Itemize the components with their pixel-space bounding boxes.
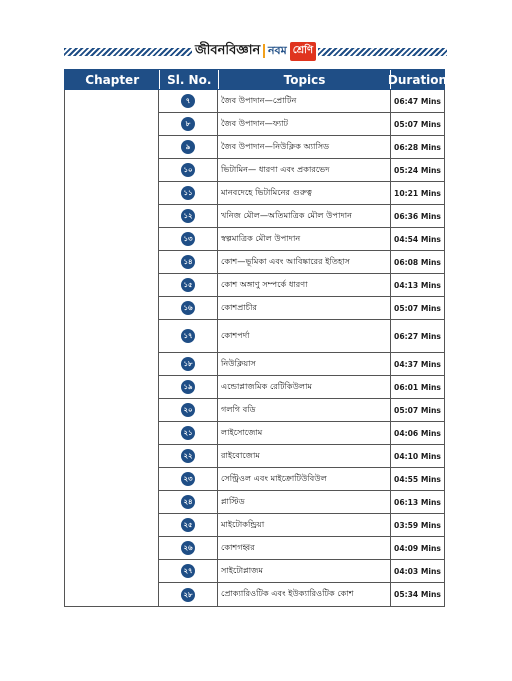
duration-cell: 04:55 Mins [394,474,441,484]
sl-no-cell [159,297,218,319]
sl-no-cell [159,376,218,398]
table-row [159,113,444,136]
table-row [159,182,444,205]
table-row [159,399,444,422]
sl-no-badge: ১১ [181,186,195,200]
duration-cell: 04:37 Mins [394,359,441,369]
sl-no-cell [159,274,218,296]
duration-cell: 05:24 Mins [394,165,441,175]
table-row [159,159,444,182]
sl-no-cell [159,136,218,158]
topic-cell: লাইসোজোম [218,422,391,444]
topic-cell: সাইটোপ্লাজম [218,560,391,582]
class-label: নবম [267,43,287,57]
sl-no-cell [159,182,218,204]
topic-cell: কোশ অঙ্গাণু সম্পর্কে ধারণা [218,274,391,296]
duration-cell: 05:07 Mins [394,119,441,129]
topic-cell: কোশ—ভূমিকা এবং আবিষ্কারের ইতিহাস [218,251,391,273]
table-row [159,228,444,251]
class-badge: শ্রেণি [290,42,316,61]
sl-no-badge: ১৬ [181,301,195,315]
duration-cell: 05:07 Mins [394,303,441,313]
duration-cell: 04:06 Mins [394,428,441,438]
sl-no-cell [159,228,218,250]
header-stripes-left [64,48,192,56]
column-header-topics: Topics [219,70,391,89]
topic-cell: কোশপ্রাচীর [218,297,391,319]
chapter-cell [65,90,159,606]
topic-cell: খনিজ মৌল—অতিমাত্রিক মৌল উপাদান [218,205,391,227]
sl-no-badge: ২১ [181,426,195,440]
sl-no-badge: ২৮ [181,588,195,602]
duration-cell: 06:13 Mins [394,497,441,507]
topic-cell: সেন্ট্রিওল এবং মাইক্রোটিউবিউল [218,468,391,490]
sl-no-cell [159,399,218,421]
sl-no-badge: ২৬ [181,541,195,555]
topic-cell: প্লাস্টিড [218,491,391,513]
duration-cell: 05:34 Mins [394,590,441,599]
sl-no-cell [159,205,218,227]
topic-cell: গলগি বডি [218,399,391,421]
topic-cell: জৈব উপাদান—প্রোটিন [218,90,391,112]
sl-no-cell [159,468,218,490]
sl-no-cell [159,353,218,375]
table-row [159,90,444,113]
sl-no-cell [159,445,218,467]
duration-cell: 04:03 Mins [394,566,441,576]
topic-cell: কোশগহ্বর [218,537,391,559]
duration-cell: 04:09 Mins [394,543,441,553]
table-body [64,90,445,607]
sl-no-cell [159,251,218,273]
sl-no-cell [159,320,218,352]
topic-cell: জৈব উপাদান—নিউক্লিক অ্যাসিড [218,136,391,158]
sl-no-badge: ১৩ [181,232,195,246]
duration-cell: 04:10 Mins [394,451,441,461]
table-row [159,205,444,228]
table-row [159,514,444,537]
topic-cell: মাইটোকন্ড্রিয়া [218,514,391,536]
table-row [159,445,444,468]
column-header-duration: Duration [387,72,448,87]
sl-no-badge: ২০ [181,403,195,417]
topic-cell: প্রোক্যারিওটিক এবং ইউক্যারিওটিক কোশ [218,583,391,606]
sl-no-badge: ৮ [181,117,195,131]
sl-no-cell [159,537,218,559]
duration-cell: 05:07 Mins [394,405,441,415]
duration-cell: 04:54 Mins [394,234,441,244]
sl-no-cell [159,491,218,513]
duration-cell: 06:36 Mins [394,211,441,221]
duration-cell: 03:59 Mins [394,520,441,530]
column-header-chapter: Chapter [65,70,160,89]
duration-cell: 06:08 Mins [394,257,441,267]
duration-cell: 10:21 Mins [394,188,441,198]
sl-no-badge: ২২ [181,449,195,463]
table-rows [159,90,444,606]
sl-no-cell [159,583,218,606]
sl-no-cell [159,560,218,582]
sl-no-badge: ২৪ [181,495,195,509]
sl-no-badge: ৭ [181,94,195,108]
sl-no-badge: ৯ [181,140,195,154]
topic-cell: মানবদেহে ভিটামিনের গুরুত্ব [218,182,391,204]
table-row [159,274,444,297]
duration-cell: 06:28 Mins [394,142,441,152]
table-row [159,583,444,606]
table-row [159,297,444,320]
column-header-sl-no: Sl. No. [160,70,219,89]
table-row [159,468,444,491]
duration-cell: 04:13 Mins [394,280,441,290]
topics-table [64,69,448,607]
title-separator [263,44,265,58]
sl-no-badge: ১০ [181,163,195,177]
subject-title: জীবনবিজ্ঞান [195,42,261,58]
sl-no-cell [159,422,218,444]
topic-cell: স্বল্পমাত্রিক মৌল উপাদান [218,228,391,250]
sl-no-badge: ১২ [181,209,195,223]
table-row [159,320,444,353]
topic-cell: জৈব উপাদান—ফ্যাট [218,113,391,135]
topic-cell: কোশপর্দা [218,320,391,352]
sl-no-badge: ২৫ [181,518,195,532]
table-row [159,251,444,274]
sl-no-badge: ২৭ [181,564,195,578]
sl-no-badge: ১৮ [181,357,195,371]
table-row [159,376,444,399]
sl-no-cell [159,90,218,112]
table-row [159,491,444,514]
topic-cell: নিউক্লিয়াস [218,353,391,375]
sl-no-badge: ১৭ [181,329,195,343]
sl-no-cell [159,514,218,536]
sl-no-badge: ১৯ [181,380,195,394]
table-row [159,353,444,376]
sl-no-cell [159,113,218,135]
page-header [64,40,447,62]
table-row [159,537,444,560]
sl-no-badge: ২৩ [181,472,195,486]
duration-cell: 06:47 Mins [394,96,441,106]
topic-cell: এন্ডোপ্লাজমিক রেটিকিউলাম [218,376,391,398]
sl-no-cell [159,159,218,181]
table-row [159,136,444,159]
duration-cell: 06:01 Mins [394,382,441,392]
topic-cell: ভিটামিন— ধারণা এবং প্রকারভেদ [218,159,391,181]
book-title [195,40,316,62]
sl-no-badge: ১৪ [181,255,195,269]
table-header-row [64,69,448,90]
header-stripes-right [318,48,447,56]
table-row [159,560,444,583]
topic-cell: রাইবোজোম [218,445,391,467]
sl-no-badge: ১৫ [181,278,195,292]
table-row [159,422,444,445]
duration-cell: 06:27 Mins [394,331,441,341]
